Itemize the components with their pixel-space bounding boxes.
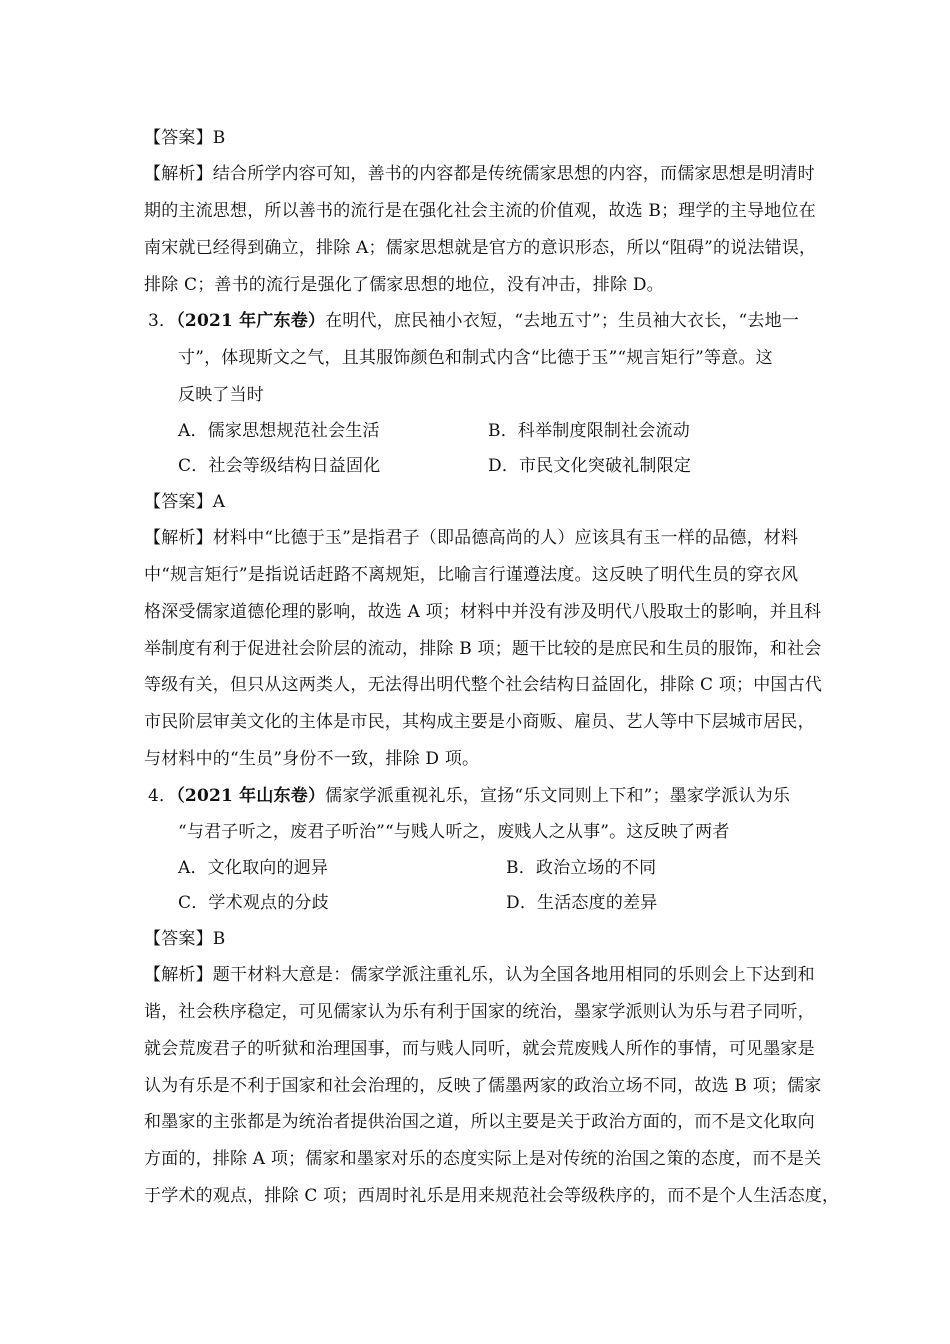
analysis-line: 【解析】结合所学内容可知，善书的内容都是传统儒家思想的内容，而儒家思想是明清时 bbox=[144, 164, 815, 184]
analysis-line: 格深受儒家道德伦理的影响，故选 A 项；材料中并没有涉及明代八股取士的影响，并且科 bbox=[144, 602, 822, 622]
analysis-line: 方面的，排除 A 项；儒家和墨家对乐的态度实际上是对传统的治国之策的态度，而不是关 bbox=[144, 1149, 822, 1169]
analysis-line: 中“规言矩行”是指说话赶路不离规矩，比喻言行谨遵法度。这反映了明代生员的穿衣风 bbox=[144, 565, 799, 585]
question-number: 3． bbox=[148, 311, 177, 331]
option-a: A．文化取向的迥异 bbox=[178, 858, 329, 878]
analysis-line: 认为有乐是不利于国家和社会治理的，反映了儒墨两家的政治立场不同，故选 B 项；儒家 bbox=[144, 1076, 822, 1096]
answer-label: 【答案】B bbox=[144, 929, 226, 949]
option-b: B．科举制度限制社会流动 bbox=[488, 421, 690, 441]
question-stem-line: 寸”，体现斯文之气，且其服饰颜色和制式内含“比德于玉”“规言矩行”等意。这 bbox=[178, 348, 773, 368]
option-c: C．社会等级结构日益固化 bbox=[178, 456, 381, 476]
analysis-line: 和墨家的主张都是为统治者提供治国之道，所以主要是关于政治方面的，而不是文化取向 bbox=[144, 1112, 815, 1132]
analysis-line: 【解析】材料中“比德于玉”是指君子（即品德高尚的人）应该具有玉一样的品德，材料 bbox=[144, 528, 799, 548]
question-stem-line: 反映了当时 bbox=[178, 385, 264, 405]
analysis-line: 谐，社会秩序稳定，可见儒家认为乐有利于国家的统治，墨家学派则认为乐与君子同听， bbox=[144, 1002, 815, 1022]
question-number: 4． bbox=[148, 786, 177, 806]
question-stem-text: 儒家学派重视礼乐，宣扬“乐文同则上下和”；墨家学派认为乐 bbox=[325, 786, 791, 806]
option-c: C．学术观点的分歧 bbox=[178, 893, 329, 913]
option-d: D．市民文化突破礼制限定 bbox=[488, 456, 692, 476]
analysis-line: 等级有关，但只从这两类人，无法得出明代整个社会结构日益固化，排除 C 项；中国古代 bbox=[144, 675, 823, 695]
question-stem-text: 在明代，庶民袖小衣短，“去地五寸”；生员袖大衣长，“去地一 bbox=[325, 311, 800, 331]
analysis-line: 市民阶层审美文化的主体是市民，其构成主要是小商贩、雇员、艺人等中下层城市居民， bbox=[144, 712, 815, 732]
answer-label: 【答案】B bbox=[144, 128, 226, 148]
question-stem-line: “与君子听之，废君子听治”“与贱人听之，废贱人之从事”。这反映了两者 bbox=[178, 822, 730, 842]
analysis-line: 就会荒废君子的听狱和治理国事，而与贱人同听，就会荒废贱人所作的事情，可见墨家是 bbox=[144, 1039, 815, 1059]
analysis-line: 于学术的观点，排除 C 项；西周时礼乐是用来规范社会等级秩序的，而不是个人生活态度， bbox=[144, 1186, 840, 1206]
analysis-line: 期的主流思想，所以善书的流行是在强化社会主流的价值观，故选 B；理学的主导地位在 bbox=[144, 201, 816, 221]
answer-label: 【答案】A bbox=[144, 492, 226, 512]
option-d: D．生活态度的差异 bbox=[506, 893, 658, 913]
option-a: A．儒家思想规范社会生活 bbox=[178, 421, 380, 441]
option-b: B．政治立场的不同 bbox=[506, 858, 657, 878]
analysis-line: 与材料中的“生员”身份不一致，排除 D 项。 bbox=[144, 749, 480, 769]
analysis-line: 南宋就已经得到确立，排除 A；儒家思想就是官方的意识形态，所以“阻碍”的说法错误， bbox=[144, 238, 817, 258]
question-3-stem bbox=[148, 311, 799, 331]
question-source: （2021 年广东卷） bbox=[176, 311, 326, 331]
analysis-line: 【解析】题干材料大意是：儒家学派注重礼乐，认为全国各地用相同的乐则会上下达到和 bbox=[144, 965, 815, 985]
analysis-line: 排除 C；善书的流行是强化了儒家思想的地位，没有冲击，排除 D。 bbox=[144, 275, 664, 295]
question-4-stem bbox=[148, 786, 790, 806]
analysis-line: 举制度有利于促进社会阶层的流动，排除 B 项；题干比较的是庶民和生员的服饰，和社会 bbox=[144, 639, 822, 659]
question-source: （2021 年山东卷） bbox=[176, 786, 326, 806]
